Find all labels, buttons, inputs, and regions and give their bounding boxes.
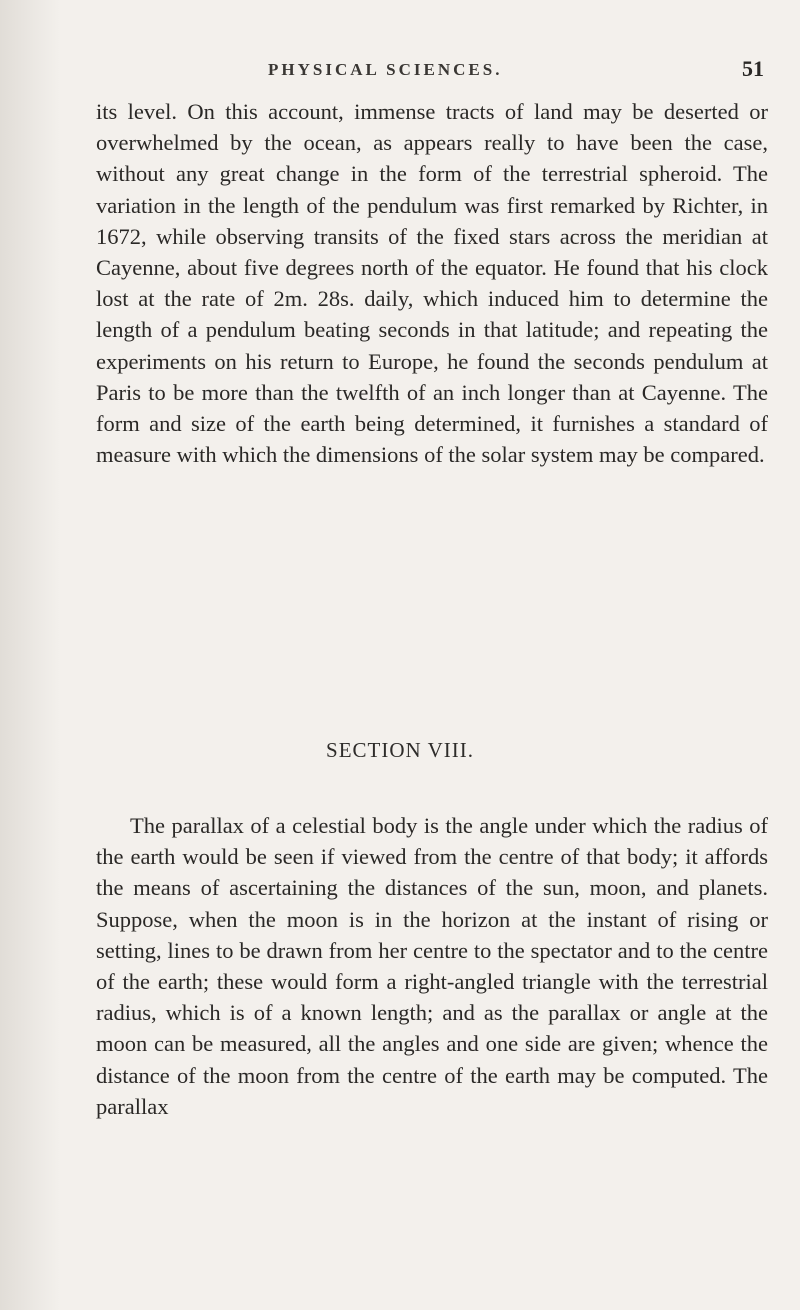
body-text-top	[96, 96, 768, 470]
page-header	[0, 56, 800, 90]
body-text-section	[96, 810, 768, 1122]
page-number: 51	[742, 56, 764, 81]
section-heading: SECTION VIII.	[326, 738, 474, 762]
paragraph: The parallax of a celestial body is the angle under which the radius of the earth would be seen if viewed from the centre of that body; it affords the means of ascertaining the distances of the sun, moon, and planets. Suppose, when the moon is in the horizon at the instant of rising or setting, lines to be drawn from her centre to the spectator and to the centre of the earth; these would form a right-angled triangle with the terrestrial radius, which is of a known length; and as the parallax or angle at the moon can be measured, all the angles and one side are given; whence the distance of the moon from the centre of the earth may be computed. The parallax	[96, 813, 768, 1119]
running-head: PHYSICAL SCIENCES.	[268, 60, 503, 79]
paragraph: its level. On this account, immense tracts of land may be deserted or overwhelmed by the ocean, as appears really to have been the case, without any great change in the form of the terrestrial spheroid. The variation in the length of the pendulum was first remarked by Richter, in 1672, while observing transits of the fixed stars across the meridian at Cayenne, about five degrees north of the equator. He found that his clock lost at the rate of 2m. 28s. daily, which induced him to determine the length of a pendulum beating seconds in that latitude; and repeating the experiments on his return to Europe, he found the seconds pendulum at Paris to be more than the twelfth of an inch longer than at Cayenne. The form and size of the earth being determined, it furnishes a standard of measure with which the dimensions of the solar system may be compared.	[96, 99, 768, 468]
page-edge-shadow	[0, 0, 60, 1310]
